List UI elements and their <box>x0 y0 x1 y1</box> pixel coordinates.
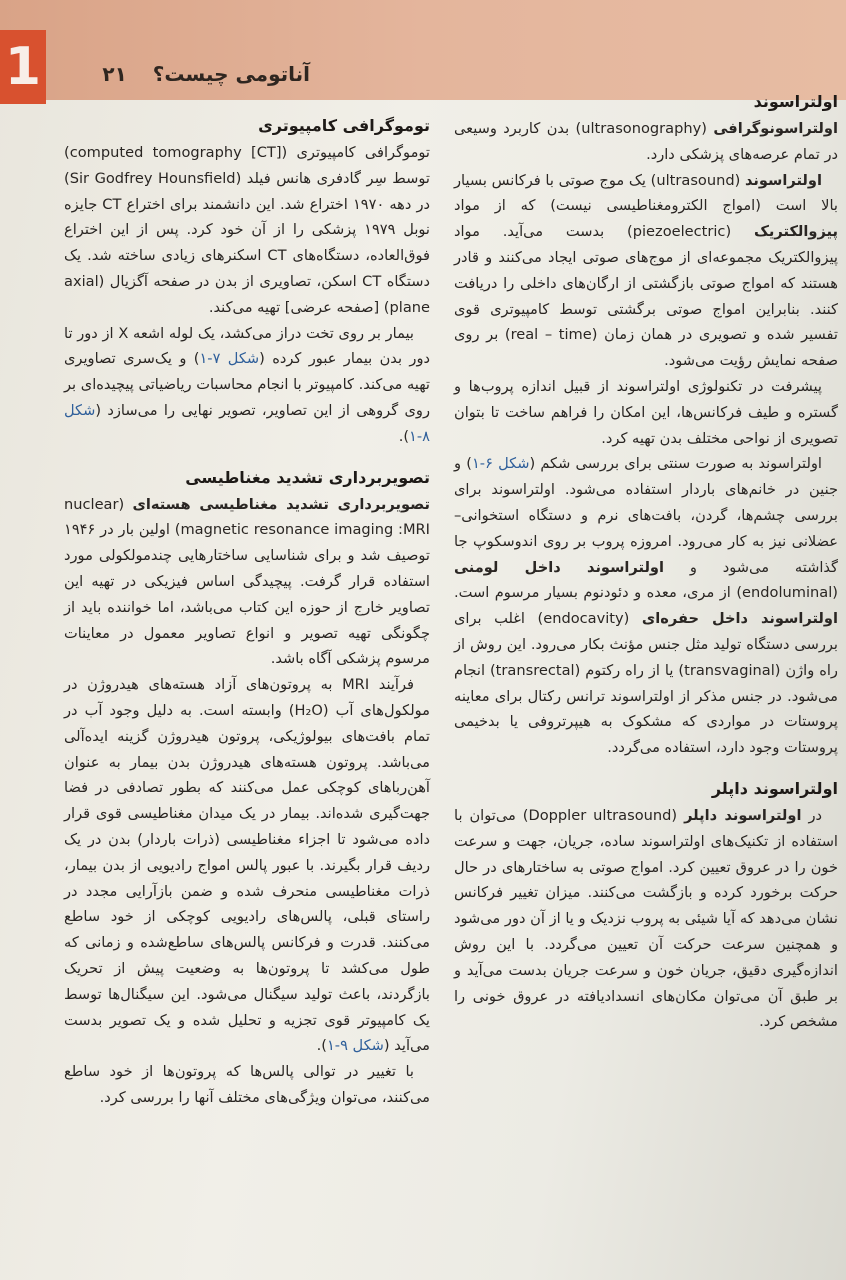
text: ) و جنین در خانم‌های باردار استفاده می‌شود. اولتراسوند برای بررسی چشم‌ها، گردن، بافت‌های نرم و دستگاه استخوانی–عضلانی نیز به کار می‌رود. امروزه پروب بر روی اندوسکوپ جا گذاشته می‌شود و <box>454 455 838 576</box>
paragraph: پیشرفت در تکنولوژی اولتراسوند از قبیل اندازه پروب‌ها و گستره و طیف فرکانس‌ها، این امکان را فراهم ساخت تا بتوان تصویری از نواحی مختلف بدن تهیه کرد. <box>454 377 838 447</box>
page-number: ۲۱ <box>102 62 127 86</box>
right-column <box>454 88 838 1035</box>
chapter-title: آناتومی چیست؟ <box>152 62 310 86</box>
paragraph <box>454 168 838 374</box>
text: ) و یک‌سری تصاویری تهیه می‌کند. کامپیوتر با انجام محاسبات ریاضیاتی پیچیده‌ای بر روی گروهی از این تصاویر، تصویر نهایی را می‌سازد ( <box>64 350 430 419</box>
text: فرآیند MRI به پروتون‌های آزاد هسته‌های هیدروژن در مولکول‌های آب (H₂O) وابسته است. به دلیل وجود آب در تمام بافت‌های بیولوژیکی، پروتون هیدروژن گزینه ایده‌آلی می‌باشد. پروتون هسته‌های هیدروژن بدن بیمار به عنوان آهن‌رباهای کوچکی عمل می‌کنند که بطور تصادفی در فضا جهت‌گیری شده‌اند. بیمار در یک میدان مغناطیسی قوی قرار داده می‌شود تا اجزاء مغناطیسی (ذرات باردار) بدن در یک ردیف قرار بگیرند. با عبور پالس امواج رادیویی از بدن بیمار، ذرات مغناطیسی منحرف شده و ضمن بازآرایی مجدد در راستای قبلی، پالس‌های رادیویی کوچکی از خود ساطع می‌کنند. قدرت و فرکانس پالس‌های ساطع‌شده و زمانی که طول می‌کشد تا پروتون‌ها به وضعیت پیش از تحریک بازگردند، باعث تولید سیگنال می‌شود. این سیگنال‌ها توسط یک کامپیوتر قوی تجزیه و تحلیل شده و یک تصویر بدست می‌آید ( <box>64 676 431 1055</box>
paragraph <box>454 803 838 1035</box>
text: (ultrasound) یک موج صوتی با فرکانس بسیار بالا است (امواج الکترومغناطیسی نیست) که از مواد <box>454 171 838 215</box>
figure-reference[interactable]: شکل ۶-۱ <box>471 455 530 473</box>
figure-reference[interactable]: شکل ۹-۱ <box>326 1037 384 1055</box>
term: اولتراسوند داخل لومنی <box>454 558 665 576</box>
doppler-heading: اولتراسوند داپلر <box>711 778 838 798</box>
figure-reference[interactable]: شکل ۷-۱ <box>199 350 260 368</box>
text: (nuclear magnetic resonance imaging :MRI) اولین بار در ۱۹۴۶ توصیف شد و برای شناسایی ساختارهایی چندمولکولی مورد استفاده قرار گرفت. پیچیدگی اساس فیزیکی در تهیه این تصاویر خارج از حوزه این کتاب می‌باشد، اما خواننده باید از چگونگی تهیه تصویر و انواع تصاویر معمول در معاینات مرسوم پزشکی آگاه باشد. <box>64 495 430 668</box>
paragraph <box>64 672 430 1059</box>
text: (Doppler ultrasound) می‌توان با استفاده از تکنیک‌های اولتراسوند ساده، جریان، جهت و سرعت خون را در عروق تعیین کرد. امواج صوتی به ساختارهای در حال حرکت برخورد کرده و بازگشت می‌کنند. میزان تغییر فرکانس نشان می‌دهد که آیا شیئی به پروب نزدیک و یا از آن دور می‌شود و همچنین سرعت حرکت آن تعیین می‌گردد. با این روش اندازه‌گیری دقیق، جریان خون و سرعت جریان بدست می‌آید و بر طبق آن می‌توان مکان‌های انسدادیافته در عروق خونی را مشخص کرد. <box>454 806 838 1031</box>
ultrasound-heading: اولتراسوند <box>753 92 838 111</box>
left-column <box>64 112 430 1111</box>
text: (piezoelectric) بدست می‌آید. مواد پیزوالکتریک مجموعه‌ای از موج‌های صوتی ایجاد می‌کنند و قادر هستند که امواج صوتی بازگشتی از ارگان‌های داخلی را دریافت کنند. بنابراین امواج صوتی برگشتی توسط کامپیوتری قوی تفسیر شده و تصویری در همان زمان (real – time) بر روی صفحه نمایش رؤیت می‌شود. <box>454 223 838 370</box>
paragraph <box>64 321 430 450</box>
mri-heading: تصویربرداری تشدید مغناطیسی <box>185 467 430 487</box>
term: تصویربرداری تشدید مغناطیسی هسته‌ای <box>132 495 430 513</box>
term: اولتراسوند داخل حفره‌ای <box>641 610 838 628</box>
text: (endoluminal) از مری، معده و دئودنوم بسیار مرسوم است. <box>454 584 838 602</box>
paragraph <box>64 492 430 673</box>
running-header <box>80 56 310 92</box>
text: ). <box>398 427 410 445</box>
figure-reference[interactable]: شکل ۸-۱ <box>64 401 430 445</box>
ct-heading: توموگرافی کامپیوتری <box>258 116 430 135</box>
chapter-number-tab: 1 <box>0 30 46 104</box>
text: بیمار بر روی تخت دراز می‌کشد، یک لوله اشعه X از دور تا دور بدن بیمار عبور کرده ( <box>64 324 430 368</box>
text: در <box>801 806 822 824</box>
paragraph <box>454 116 838 168</box>
paragraph: توموگرافی کامپیوتری (computed tomography [CT]) توسط سِر گادفری هانس فیلد (Sir Godfrey Hounsfield) در دهه ۱۹۷۰ اختراع شد. این دانشمند برای اختراع CT جایزه نوبل ۱۹۷۹ پزشکی را از آن خود کرد. پس از این اختراع فوق‌العاده، دستگاه‌های CT اسکنرهای زیادی ساخته شد. یک دستگاه CT اسکن، تصاویری از بدن در صفحه آگزیال (axial plane) [صفحه عرضی] تهیه می‌کند. <box>64 144 431 316</box>
term: پیزوالکتریک <box>753 223 838 241</box>
term: اولتراسوند داپلر <box>684 806 802 824</box>
text: (ultrasonography) بدن کاربرد وسیعی در تمام عرصه‌های پزشکی دارد. <box>454 120 838 163</box>
term: اولتراسوند <box>744 171 822 189</box>
term: اولتراسونوگرافی <box>713 120 838 137</box>
paragraph: با تغییر در توالی پالس‌ها که پروتون‌ها از خود ساطع می‌کنند، می‌توان ویژگی‌های مختلف آنها را بررسی کرد. <box>64 1063 430 1106</box>
paragraph <box>454 451 838 761</box>
text: اولتراسوند به صورت سنتی برای بررسی شکم ( <box>529 455 822 473</box>
text: ). <box>316 1037 327 1055</box>
text: (endocavity) اغلب برای بررسی دستگاه تولید مثل جنس مؤنث بکار می‌رود. این روش از راه واژن (transvaginal) یا از راه رکتوم (transrectal) انجام می‌شود. در جنس مذکر از اولتراسوند ترانس رکتال برای معاینه پروستات در مواردی که مشکوک به هیپرتروفی یا بدخیمی پروستات وجود دارد، استفاده می‌گردد. <box>454 610 838 757</box>
